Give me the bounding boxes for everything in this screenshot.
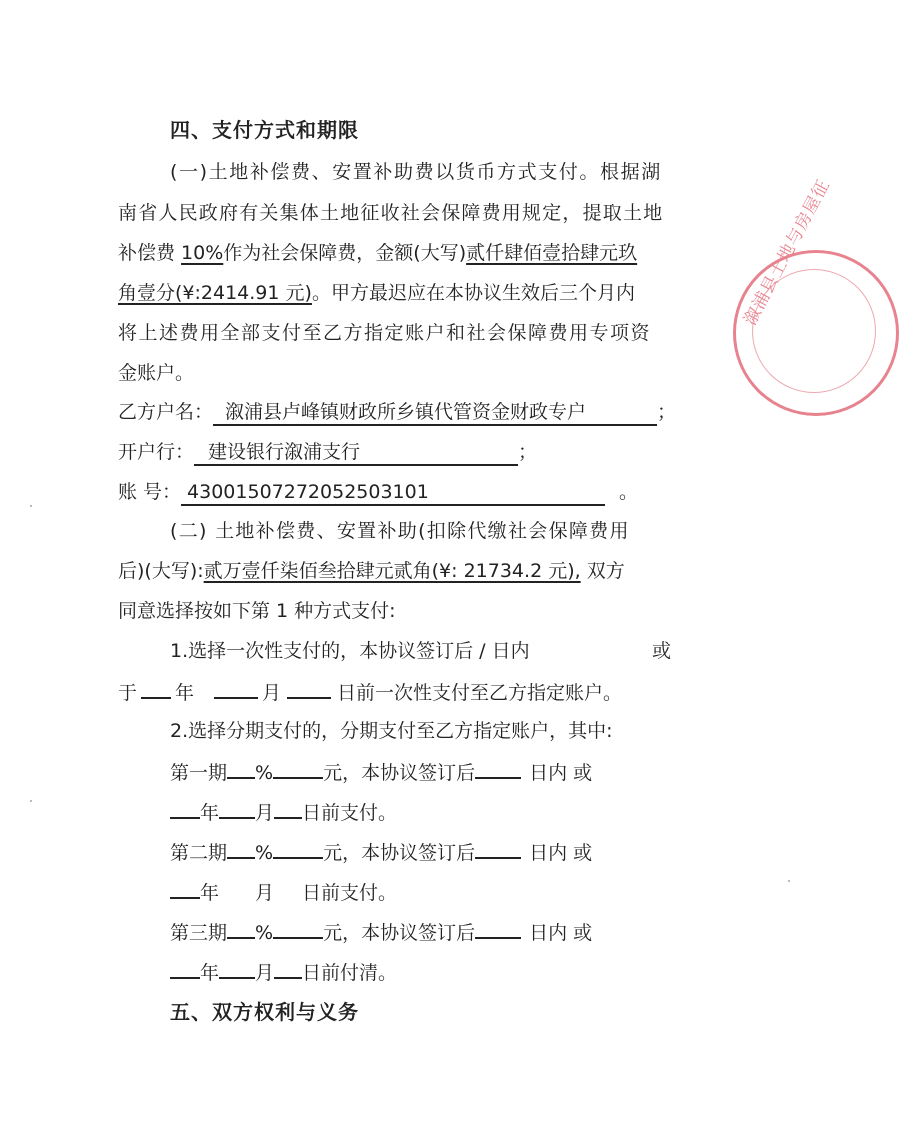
period2-line1 (170, 839, 592, 865)
para2-line2-text: 后)(大写): (118, 560, 204, 582)
amount-chinese-part1: 贰仟肆佰壹拾肆元玖 (466, 242, 638, 264)
period1-amount-blank (273, 759, 323, 779)
option2-intro: 2.选择分期支付的，分期支付至乙方指定账户，其中: (170, 720, 613, 742)
period1-month: 月 (255, 802, 275, 824)
bank-end: ； (518, 441, 538, 463)
period3-line2 (170, 959, 397, 985)
amount-chinese-part2: 角壹分(¥:2414.91 元) (118, 282, 312, 304)
para2-line2-end: 双方 (580, 560, 625, 582)
account-name-end: ； (657, 401, 677, 423)
period3-year: 年 (200, 962, 220, 984)
amount-compensation: 贰万壹仟柒佰叁拾肆元贰角(¥: 21734.2 元), (203, 560, 581, 582)
period1-end: 日前支付。 (302, 802, 398, 824)
account-no-end: 。 (619, 481, 639, 503)
para1-line5: 将上述费用全部支付至乙方指定账户和社会保障费用专项资 (118, 322, 652, 344)
option1-year: 年 (175, 682, 195, 704)
period1-label: 第一期 (170, 762, 228, 784)
period3-line1 (170, 919, 592, 945)
account-no-label: 账 号： (118, 481, 182, 503)
period1-days: 日内 或 (529, 762, 593, 784)
account-name-label: 乙方户名： (118, 401, 214, 423)
account-name-row (118, 400, 676, 426)
period1-yuan: 元，本协议签订后 (323, 762, 476, 784)
para1-line4-text: 。甲方最迟应在本协议生效后三个月内 (311, 282, 635, 304)
period3-amount-blank (273, 919, 323, 939)
para1-line6: 金账户。 (118, 362, 195, 384)
option1-line2 (118, 679, 622, 705)
para2-line2 (118, 559, 625, 583)
period1-month-blank (219, 799, 255, 819)
bank-label: 开户行： (118, 441, 195, 463)
year-blank (141, 679, 171, 699)
period2-days-blank (475, 839, 521, 859)
account-no-value: 43001507272052503101 (181, 480, 605, 506)
period3-label: 第三期 (170, 922, 228, 944)
scan-speck (30, 800, 32, 802)
period1-days-blank (475, 759, 521, 779)
period2-label: 第二期 (170, 842, 228, 864)
period1-day-blank (274, 799, 302, 819)
period1-line2 (170, 799, 397, 825)
rate-10pct: 10% (181, 242, 224, 264)
period3-yuan: 元，本协议签订后 (323, 922, 476, 944)
period1-pct: % (255, 762, 274, 784)
para1-line3-text: 补偿费 (118, 242, 182, 264)
account-name-value: 溆浦县卢峰镇财政所乡镇代管资金财政专户 (213, 400, 657, 426)
period2-yuan: 元，本协议签订后 (323, 842, 476, 864)
period3-month-blank (219, 959, 255, 979)
period3-pct-blank (227, 919, 255, 939)
period3-end: 日前付清。 (302, 962, 398, 984)
option1-or: 或 (652, 640, 672, 662)
period2-days: 日内 或 (529, 842, 593, 864)
option1-tail: 日前一次性支付至乙方指定账户。 (337, 682, 623, 704)
period2-amount-blank (273, 839, 323, 859)
official-seal (733, 176, 899, 416)
period3-days-blank (475, 919, 521, 939)
period2-pct: % (255, 842, 274, 864)
day-blank (287, 679, 331, 699)
period3-day-blank (274, 959, 302, 979)
period3-month: 月 (255, 962, 275, 984)
period1-pct-blank (227, 759, 255, 779)
para1-line3-mid: 作为社会保障费，金额(大写) (223, 242, 467, 264)
scan-speck (30, 505, 32, 507)
period1-year-blank (170, 799, 200, 819)
period1-year: 年 (200, 802, 220, 824)
bank-row (118, 440, 537, 466)
period2-end: 日前支付。 (302, 882, 398, 904)
period2-year: 年 (200, 882, 220, 904)
seal-text: 溆浦县土地与房屋征 (740, 176, 835, 329)
month-blank (214, 679, 258, 699)
para1-line2: 南省人民政府有关集体土地征收社会保障费用规定，提取土地 (118, 202, 664, 224)
section5-heading: 五、双方权利与义务 (170, 1000, 359, 1024)
para1-line3 (118, 241, 637, 265)
option1-line1: 1.选择一次性支付的，本协议签订后 / 日内 (170, 640, 530, 662)
period3-year-blank (170, 959, 200, 979)
bank-value: 建设银行溆浦支行 (194, 440, 518, 466)
para1-line4 (118, 281, 635, 305)
account-no-row (118, 480, 638, 506)
para2-line1: (二) 土地补偿费、安置补助(扣除代缴社会保障费用 (170, 520, 630, 542)
option1-month: 月 (262, 682, 282, 704)
period2-year-blank (170, 879, 200, 899)
period2-line2 (170, 879, 397, 905)
section4-heading: 四、支付方式和期限 (170, 118, 359, 142)
para1-line1: (一)土地补偿费、安置补助费以货币方式支付。根据湖 (170, 161, 662, 183)
para2-line3: 同意选择按如下第 1 种方式支付: (118, 600, 396, 622)
option1-yu: 于 (118, 682, 138, 704)
period2-pct-blank (227, 839, 255, 859)
scan-speck (788, 880, 790, 882)
period1-line1 (170, 759, 592, 785)
period3-pct: % (255, 922, 274, 944)
period2-month: 月 (255, 882, 275, 904)
period3-days: 日内 或 (529, 922, 593, 944)
